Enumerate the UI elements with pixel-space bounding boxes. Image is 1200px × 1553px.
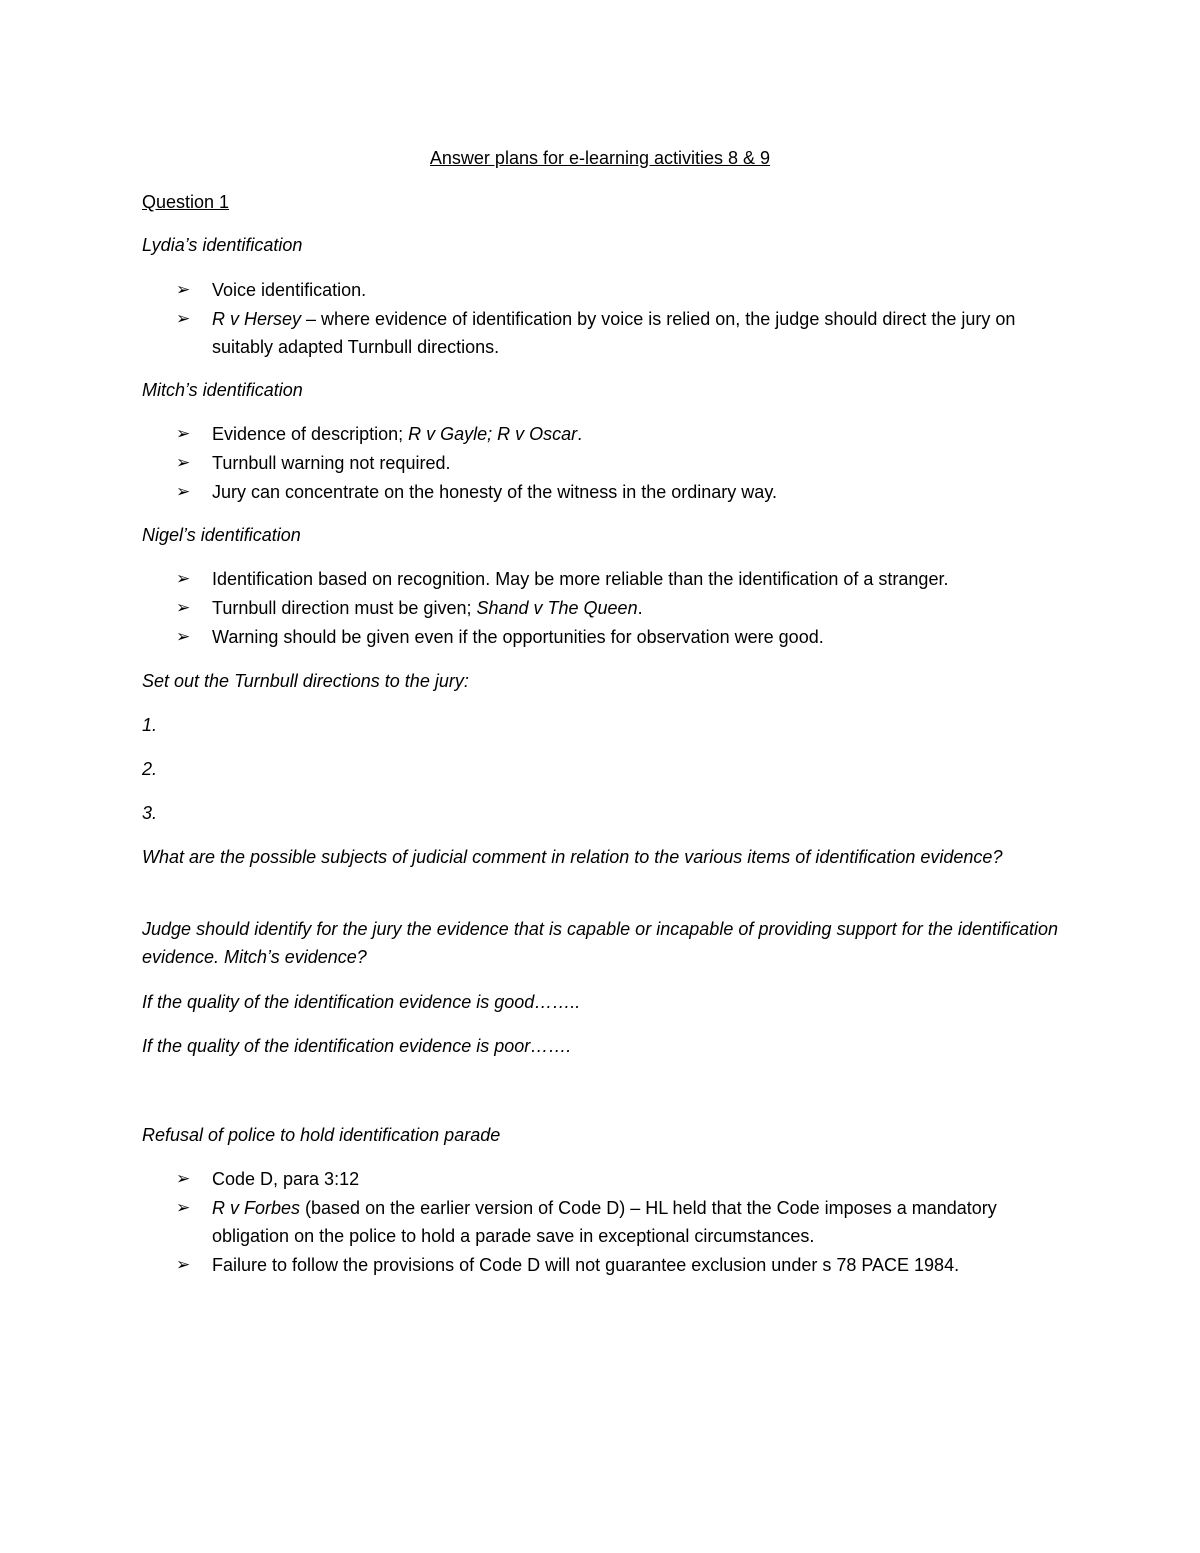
bullet-item	[176, 276, 1058, 304]
arrow-bullet-icon: ➢	[176, 627, 191, 646]
bullet-text	[212, 276, 1058, 304]
turnbull-item-1: 1.	[142, 715, 158, 735]
quality-good-paragraph: If the quality of the identification evidence is good……..	[142, 992, 581, 1012]
bullet-item	[176, 1194, 1058, 1250]
arrow-bullet-icon: ➢	[176, 280, 191, 299]
bullet-item	[176, 1165, 1058, 1193]
bullet-item	[176, 1251, 1058, 1279]
question-heading: Question 1	[142, 192, 230, 212]
arrow-bullet-icon: ➢	[176, 1255, 191, 1274]
text-run: (based on the earlier version of Code D) – HL held that the Code imposes a mandatory obligation on the police to hold a parade save in exceptional circumstances.	[212, 1198, 997, 1246]
text-run: Warning should be given even if the opportunities for observation were good.	[212, 627, 824, 647]
lydia-heading: Lydia’s identification	[142, 235, 303, 255]
text-run: – where evidence of identification by voice is relied on, the judge should direct the jury on suitably adapted Turnbull directions.	[212, 309, 1016, 357]
refusal-heading: Refusal of police to hold identification parade	[142, 1125, 501, 1145]
arrow-bullet-icon: ➢	[176, 598, 191, 617]
text-run: Evidence of description;	[212, 424, 409, 444]
bullet-text	[212, 565, 1058, 593]
bullet-text	[212, 594, 1058, 622]
bullet-text	[212, 623, 1058, 651]
arrow-bullet-icon: ➢	[176, 569, 191, 588]
arrow-bullet-icon: ➢	[176, 309, 191, 328]
judicial-comment-paragraph: What are the possible subjects of judicial comment in relation to the various items of identification evidence?	[142, 847, 1003, 867]
bullet-text	[212, 1251, 1058, 1279]
judge-should-paragraph: Judge should identify for the jury the evidence that is capable or incapable of providing support for the identification evidence. Mitch’s evidence?	[142, 919, 1058, 967]
turnbull-item-2: 2.	[142, 759, 158, 779]
text-run: Turnbull direction must be given;	[212, 598, 477, 618]
bullet-text	[212, 1194, 1058, 1250]
case-name: R v Hersey	[212, 309, 302, 329]
arrow-bullet-icon: ➢	[176, 424, 191, 443]
bullet-text	[212, 478, 1058, 506]
case-name: R v Gayle; R v Oscar	[408, 424, 578, 444]
bullet-item	[176, 478, 1058, 506]
arrow-bullet-icon: ➢	[176, 1169, 191, 1188]
document-title: Answer plans for e-learning activities 8 & 9	[429, 148, 771, 168]
bullet-text	[212, 449, 1058, 477]
mitch-heading: Mitch’s identification	[142, 380, 303, 400]
text-run: Code D, para 3:12	[212, 1169, 360, 1189]
bullet-item	[176, 565, 1058, 593]
arrow-bullet-icon: ➢	[176, 1198, 191, 1217]
bullet-text	[212, 1165, 1058, 1193]
bullet-text	[212, 420, 1058, 448]
text-run: Jury can concentrate on the honesty of the witness in the ordinary way.	[212, 482, 777, 502]
text-run: Failure to follow the provisions of Code D will not guarantee exclusion under s 78 PACE 1984.	[212, 1255, 960, 1275]
text-run: Voice identification.	[212, 280, 367, 300]
bullet-text	[212, 305, 1058, 361]
quality-poor-paragraph: If the quality of the identification evidence is poor…….	[142, 1036, 572, 1056]
text-run: Turnbull warning not required.	[212, 453, 451, 473]
arrow-bullet-icon: ➢	[176, 453, 191, 472]
turnbull-heading: Set out the Turnbull directions to the jury:	[142, 671, 469, 691]
text-run: .	[637, 598, 643, 618]
bullet-item	[176, 449, 1058, 477]
arrow-bullet-icon: ➢	[176, 482, 191, 501]
text-run: Identification based on recognition. May be more reliable than the identification of a stranger.	[212, 569, 949, 589]
case-name: R v Forbes	[212, 1198, 301, 1218]
bullet-item	[176, 594, 1058, 622]
nigel-heading: Nigel’s identification	[142, 525, 301, 545]
bullet-item	[176, 623, 1058, 651]
turnbull-item-3: 3.	[142, 803, 158, 823]
bullet-item	[176, 420, 1058, 448]
bullet-item	[176, 305, 1058, 361]
case-name: Shand v The Queen	[476, 598, 638, 618]
text-run: .	[577, 424, 583, 444]
